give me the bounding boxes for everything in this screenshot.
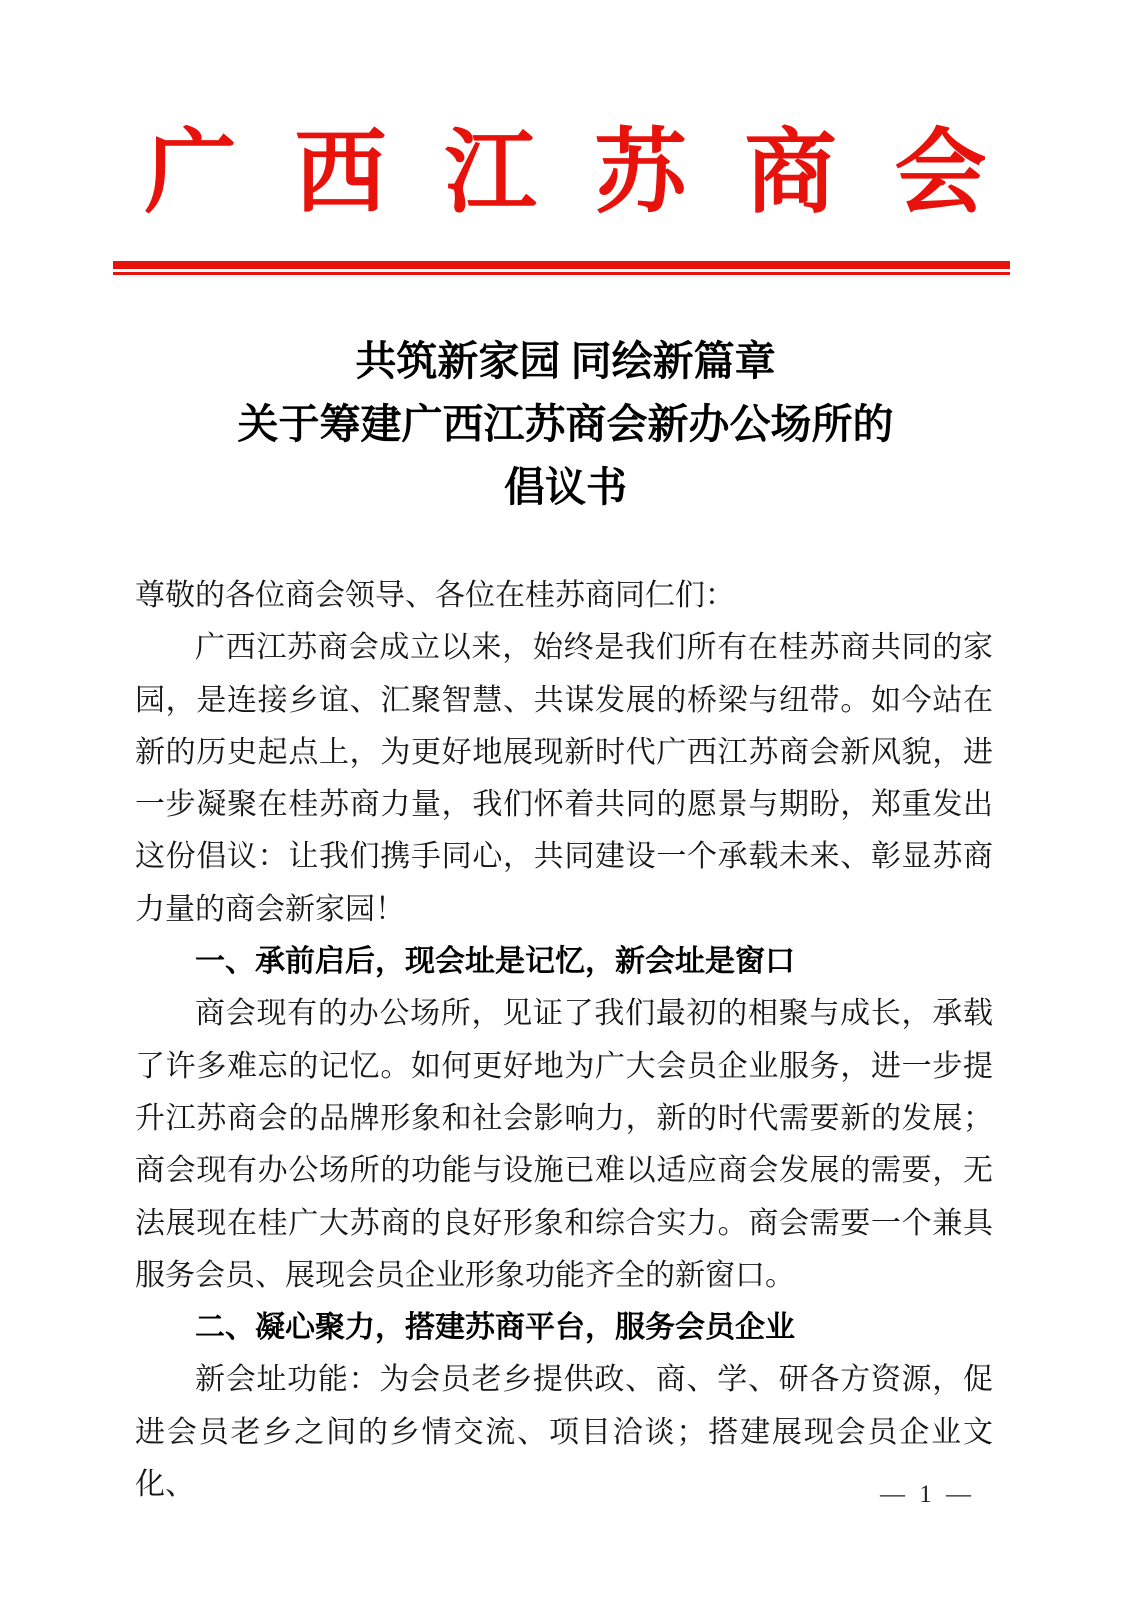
section-2-paragraph: 新会址功能：为会员老乡提供政、商、学、研各方资源，促进会员老乡之间的乡情交流、项目洽谈；搭建展现会员企业文化、 [135, 1363, 993, 1502]
section-heading-1: 一、承前启后，现会址是记忆，新会址是窗口 [195, 945, 795, 979]
document-title-line2: 关于筹建广西江苏商会新办公场所的 [237, 401, 894, 447]
salutation-line: 尊敬的各位商会领导、各位在桂苏商同仁们： [135, 579, 735, 612]
letterhead-rule-thin [113, 272, 1010, 275]
document-title-line1: 共筑新家园 同绘新篇章 [355, 338, 776, 384]
letterhead-rule-thick [113, 261, 1010, 269]
intro-paragraph: 广西江苏商会成立以来，始终是我们所有在桂苏商共同的家园，是连接乡谊、汇聚智慧、共谋发展的桥梁与纽带。如今站在新的历史起点上，为更好地展现新时代广西江苏商会新风貌，进一步凝聚在桂苏商力量，我们怀着共同的愿景与期盼，郑重发出这份倡议：让我们携手同心，共同建设一个承载未来、彰显苏商力量的商会新家园！ [135, 631, 993, 926]
section-1-paragraph: 商会现有的办公场所，见证了我们最初的相聚与成长，承载了许多难忘的记忆。如何更好地为广大会员企业服务，进一步提升江苏商会的品牌形象和社会影响力，新的时代需要新的发展；商会现有办公场所的功能与设施已难以适应商会发展的需要，无法展现在桂广大苏商的良好形象和综合实力。商会需要一个兼具服务会员、展现会员企业形象功能齐全的新窗口。 [135, 997, 993, 1292]
page-number: — 1 — [880, 1481, 975, 1508]
document-title-line3: 倡议书 [504, 464, 627, 510]
section-heading-2: 二、凝心聚力，搭建苏商平台，服务会员企业 [195, 1311, 795, 1345]
document-title [0, 330, 1131, 519]
letterhead-org-name: 广西江苏商会 [144, 122, 1045, 224]
document-body [135, 570, 993, 1511]
